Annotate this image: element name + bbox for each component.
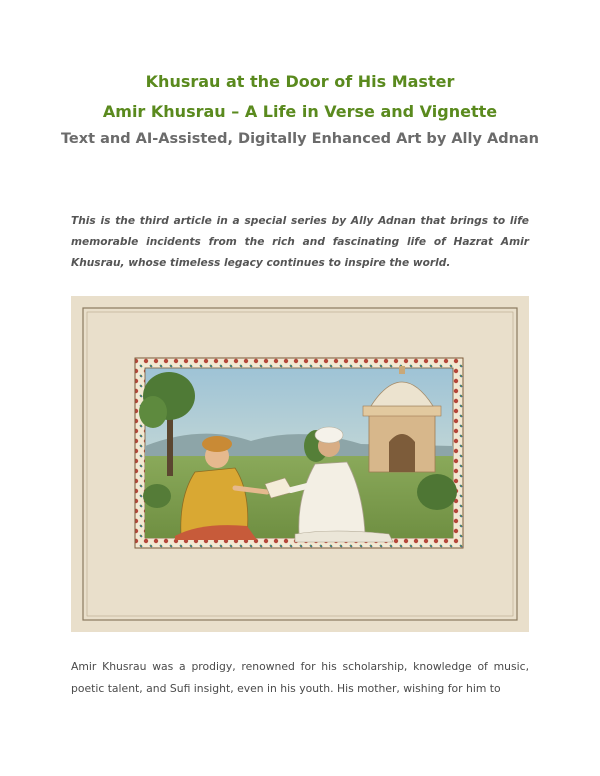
byline: Text and AI-Assisted, Digitally Enhanced Art by Ally Adnan [60,131,540,147]
illustration [71,296,529,632]
article-title: Khusrau at the Door of His Master [145,72,455,91]
body-paragraph: Amir Khusrau was a prodigy, renowned for his scholarship, knowledge of music, poetic talent, and Sufi insight, even in his youth. His mother, wishing for him to [71,660,529,695]
intro-paragraph: This is the third article in a special series by Ally Adnan that brings to life memorable incidents from the rich and fascinating life of Hazrat Amir Khusrau, whose timeless legacy continues to inspire the world. [71,215,529,269]
series-title: Amir Khusrau – A Life in Verse and Vignette [102,102,498,121]
